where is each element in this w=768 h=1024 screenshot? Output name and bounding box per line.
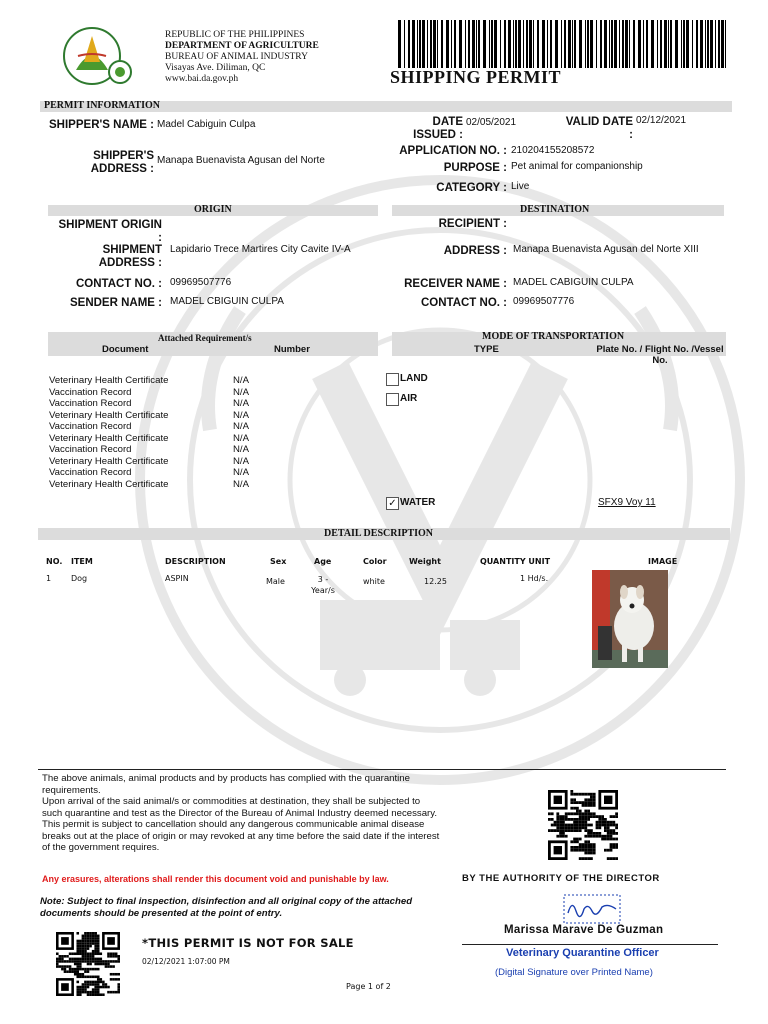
cell-age <box>308 574 338 596</box>
water-label: WATER <box>400 497 436 508</box>
requirement-row <box>49 398 369 409</box>
page-number: Page 1 of 2 <box>346 982 391 991</box>
header-text-block <box>165 30 319 85</box>
requirement-document: Vaccination Record <box>49 398 132 409</box>
category-label: CATEGORY : <box>436 182 507 194</box>
shipper-address-label-line2: ADDRESS : <box>90 163 154 175</box>
sender-name-label: SENDER NAME : <box>69 297 162 309</box>
date-issued-value: 02/05/2021 <box>466 117 517 128</box>
requirement-document: Veterinary Health Certificate <box>49 478 169 490</box>
republic-text: REPUBLIC OF THE PHILIPPINES <box>165 30 305 40</box>
notice-3: This permit is subject to cancellation should any dangerous communicable animal disease breaks out at the place of origin or may revoked at any time before the said date if the interest of the government requires. <box>42 819 440 853</box>
origin-contact-label: CONTACT NO. : <box>75 278 162 290</box>
shipper-name-value: Madel Cabiguin Culpa <box>157 119 256 130</box>
col-number: Number <box>274 344 310 355</box>
origin-contact-value: 09969507776 <box>170 277 232 288</box>
transport-label: MODE OF TRANSPORTATION <box>482 331 625 342</box>
receiver-contact-label: CONTACT NO. : <box>420 297 507 309</box>
cell-quantity-unit: 1 Hd/s. <box>520 574 549 583</box>
valid-date-label <box>560 116 633 142</box>
requirement-row <box>49 479 369 490</box>
purpose-label: PURPOSE : <box>443 162 507 174</box>
requirement-number: N/A <box>233 421 249 432</box>
qr-code-permit[interactable] <box>56 932 120 996</box>
bureau-text: BUREAU OF ANIMAL INDUSTRY <box>165 52 308 62</box>
destination-address-value: Manapa Buenavista Agusan del Norte XIII <box>513 244 699 255</box>
qr-code-icon <box>548 790 618 860</box>
signature-caption: (Digital Signature over Printed Name) <box>495 967 653 978</box>
signature-icon <box>562 893 622 925</box>
requirement-document: Veterinary Health Certificate <box>49 432 169 444</box>
origin-label: ORIGIN <box>194 204 232 215</box>
cell-no: 1 <box>46 574 52 583</box>
hdr-weight: Weight <box>409 557 441 566</box>
destination-bar <box>392 205 724 216</box>
receiver-name-value: MADEL CABIGUIN CULPA <box>513 277 634 288</box>
shipment-origin-label-line2: : <box>158 232 162 244</box>
not-for-sale-text: *THIS PERMIT IS NOT FOR SALE <box>142 936 354 950</box>
requirement-number: N/A <box>233 432 249 444</box>
shipment-origin-label <box>40 219 162 245</box>
requirement-row <box>49 433 369 444</box>
detail-label: DETAIL DESCRIPTION <box>324 528 434 539</box>
date-issued-label-line2: ISSUED : <box>413 129 463 141</box>
receiver-contact-value: 09969507776 <box>513 296 575 307</box>
department-text: DEPARTMENT OF AGRICULTURE <box>165 41 319 51</box>
permit-info-label: PERMIT INFORMATION <box>44 100 161 111</box>
requirement-row <box>49 421 369 432</box>
vessel-no-value: SFX9 Voy 11 <box>598 497 656 508</box>
requirement-document: Veterinary Health Certificate <box>49 375 169 386</box>
requirement-number: N/A <box>233 444 249 455</box>
category-value: Live <box>511 181 530 192</box>
requirement-number: N/A <box>233 467 249 478</box>
permit-info-bar <box>40 101 732 112</box>
col-plate-line2: No. <box>652 355 668 366</box>
department-of-agriculture-logo-icon <box>62 22 134 92</box>
requirement-number: N/A <box>233 375 249 386</box>
sender-name-value: MADEL CBIGUIN CULPA <box>170 296 284 307</box>
hdr-image: IMAGE <box>648 557 678 566</box>
col-document: Document <box>102 344 149 355</box>
purpose-value: Pet animal for companionship <box>511 161 643 172</box>
col-plate-line1: Plate No. / Flight No. /Vessel <box>596 344 724 355</box>
water-checkbox[interactable]: ✓ <box>386 497 399 510</box>
valid-date-label-line1: VALID DATE <box>565 116 633 128</box>
cell-item: Dog <box>71 574 88 583</box>
shipment-origin-label-line1: SHIPMENT ORIGIN <box>58 219 162 231</box>
col-plate <box>590 344 730 366</box>
land-label: LAND <box>400 373 428 384</box>
notice-1: The above animals, animal products and by products has complied with the quarantine requirements. <box>42 773 410 796</box>
requirement-document: Veterinary Health Certificate <box>49 409 169 421</box>
signatory-title: Veterinary Quarantine Officer <box>506 947 659 959</box>
air-checkbox[interactable] <box>386 393 399 406</box>
erasure-warning: Any erasures, alterations shall render this document void and punishable by law. <box>42 874 389 884</box>
requirement-document: Vaccination Record <box>49 386 132 398</box>
land-checkbox[interactable] <box>386 373 399 386</box>
date-issued-label-line1: DATE <box>432 116 463 128</box>
hdr-color: Color <box>363 557 387 566</box>
shipment-address-label-line2: ADDRESS : <box>98 257 162 269</box>
qr-code-icon <box>56 932 120 996</box>
destination-address-label: ADDRESS : <box>443 245 507 257</box>
valid-date-value: 02/12/2021 <box>636 115 687 126</box>
requirement-number: N/A <box>233 455 249 467</box>
detail-bar <box>38 528 730 540</box>
footer-divider <box>38 769 726 770</box>
hdr-quantity-unit: QUANTITY UNIT <box>480 557 551 566</box>
cell-age-line1: 3 - <box>317 575 329 584</box>
requirement-row <box>49 444 369 455</box>
application-no-label: APPLICATION NO. : <box>399 145 507 157</box>
receiver-name-label: RECEIVER NAME : <box>404 278 507 290</box>
requirement-number: N/A <box>233 386 249 398</box>
hdr-description: DESCRIPTION <box>165 557 226 566</box>
destination-label: DESTINATION <box>520 204 590 215</box>
requirement-number: N/A <box>233 478 249 490</box>
requirement-row <box>49 467 369 478</box>
permit-barcode <box>398 20 730 68</box>
authority-text: BY THE AUTHORITY OF THE DIRECTOR <box>462 873 660 884</box>
print-timestamp: 02/12/2021 1:07:00 PM <box>142 957 230 966</box>
address-text: Visayas Ave. Diliman, QC <box>165 63 266 73</box>
cell-color: white <box>363 577 385 586</box>
valid-date-label-line2: : <box>629 129 633 141</box>
requirement-row <box>49 375 369 386</box>
air-label: AIR <box>400 393 418 404</box>
requirement-document: Vaccination Record <box>49 467 132 478</box>
requirement-row <box>49 456 369 467</box>
requirement-number: N/A <box>233 398 249 409</box>
signature-line <box>462 944 718 945</box>
notice-2: Upon arrival of the said animal/s or commodities at destination, they shall be subjected to such quarantine and test as the Director of the Bureau of Animal Industry deemed necessary. <box>42 796 437 819</box>
website-text[interactable]: www.bai.da.gov.ph <box>165 74 239 84</box>
requirement-document: Veterinary Health Certificate <box>49 455 169 467</box>
barcode-icon <box>398 20 730 68</box>
cell-weight: 12.25 <box>424 577 447 586</box>
cell-sex: Male <box>266 577 285 586</box>
footer-notice <box>42 773 442 854</box>
shipment-address-value: Lapidario Trece Martires City Cavite IV-A <box>170 244 351 255</box>
requirement-row <box>49 410 369 421</box>
hdr-item: ITEM <box>71 557 93 566</box>
note-text: Note: Subject to final inspection, disinfection and all original copy of the attached documents should be presented at the point of entry. <box>40 896 413 919</box>
shipper-name-label: SHIPPER'S NAME : <box>49 119 154 131</box>
shipment-address-label-line1: SHIPMENT <box>102 244 162 256</box>
cell-age-line2: Year/s <box>311 586 335 595</box>
page-title: SHIPPING PERMIT <box>390 67 562 87</box>
shipment-address-label <box>40 244 162 270</box>
requirements-bar <box>48 332 378 356</box>
requirement-row <box>49 387 369 398</box>
requirements-label: Attached Requirement/s <box>158 333 252 343</box>
shipper-address-label <box>40 150 154 176</box>
application-no-value: 210204155208572 <box>511 145 595 156</box>
cell-description: ASPIN <box>165 574 189 583</box>
transport-bar <box>392 332 726 368</box>
hdr-no: NO. <box>46 557 63 566</box>
recipient-label: RECIPIENT : <box>438 218 507 230</box>
shipper-address-value: Manapa Buenavista Agusan del Norte <box>157 155 325 166</box>
qr-code-verification[interactable] <box>548 790 618 860</box>
animal-photo <box>592 570 668 668</box>
shipper-address-label-line1: SHIPPER'S <box>93 150 154 162</box>
hdr-sex: Sex <box>270 557 287 566</box>
signatory-name: Marissa Marave De Guzman <box>504 924 664 936</box>
requirement-document: Vaccination Record <box>49 444 132 455</box>
requirement-document: Vaccination Record <box>49 421 132 432</box>
origin-bar <box>48 205 378 216</box>
col-type: TYPE <box>474 344 499 355</box>
requirement-number: N/A <box>233 409 249 421</box>
hdr-age: Age <box>314 557 332 566</box>
date-issued-label <box>380 116 463 142</box>
